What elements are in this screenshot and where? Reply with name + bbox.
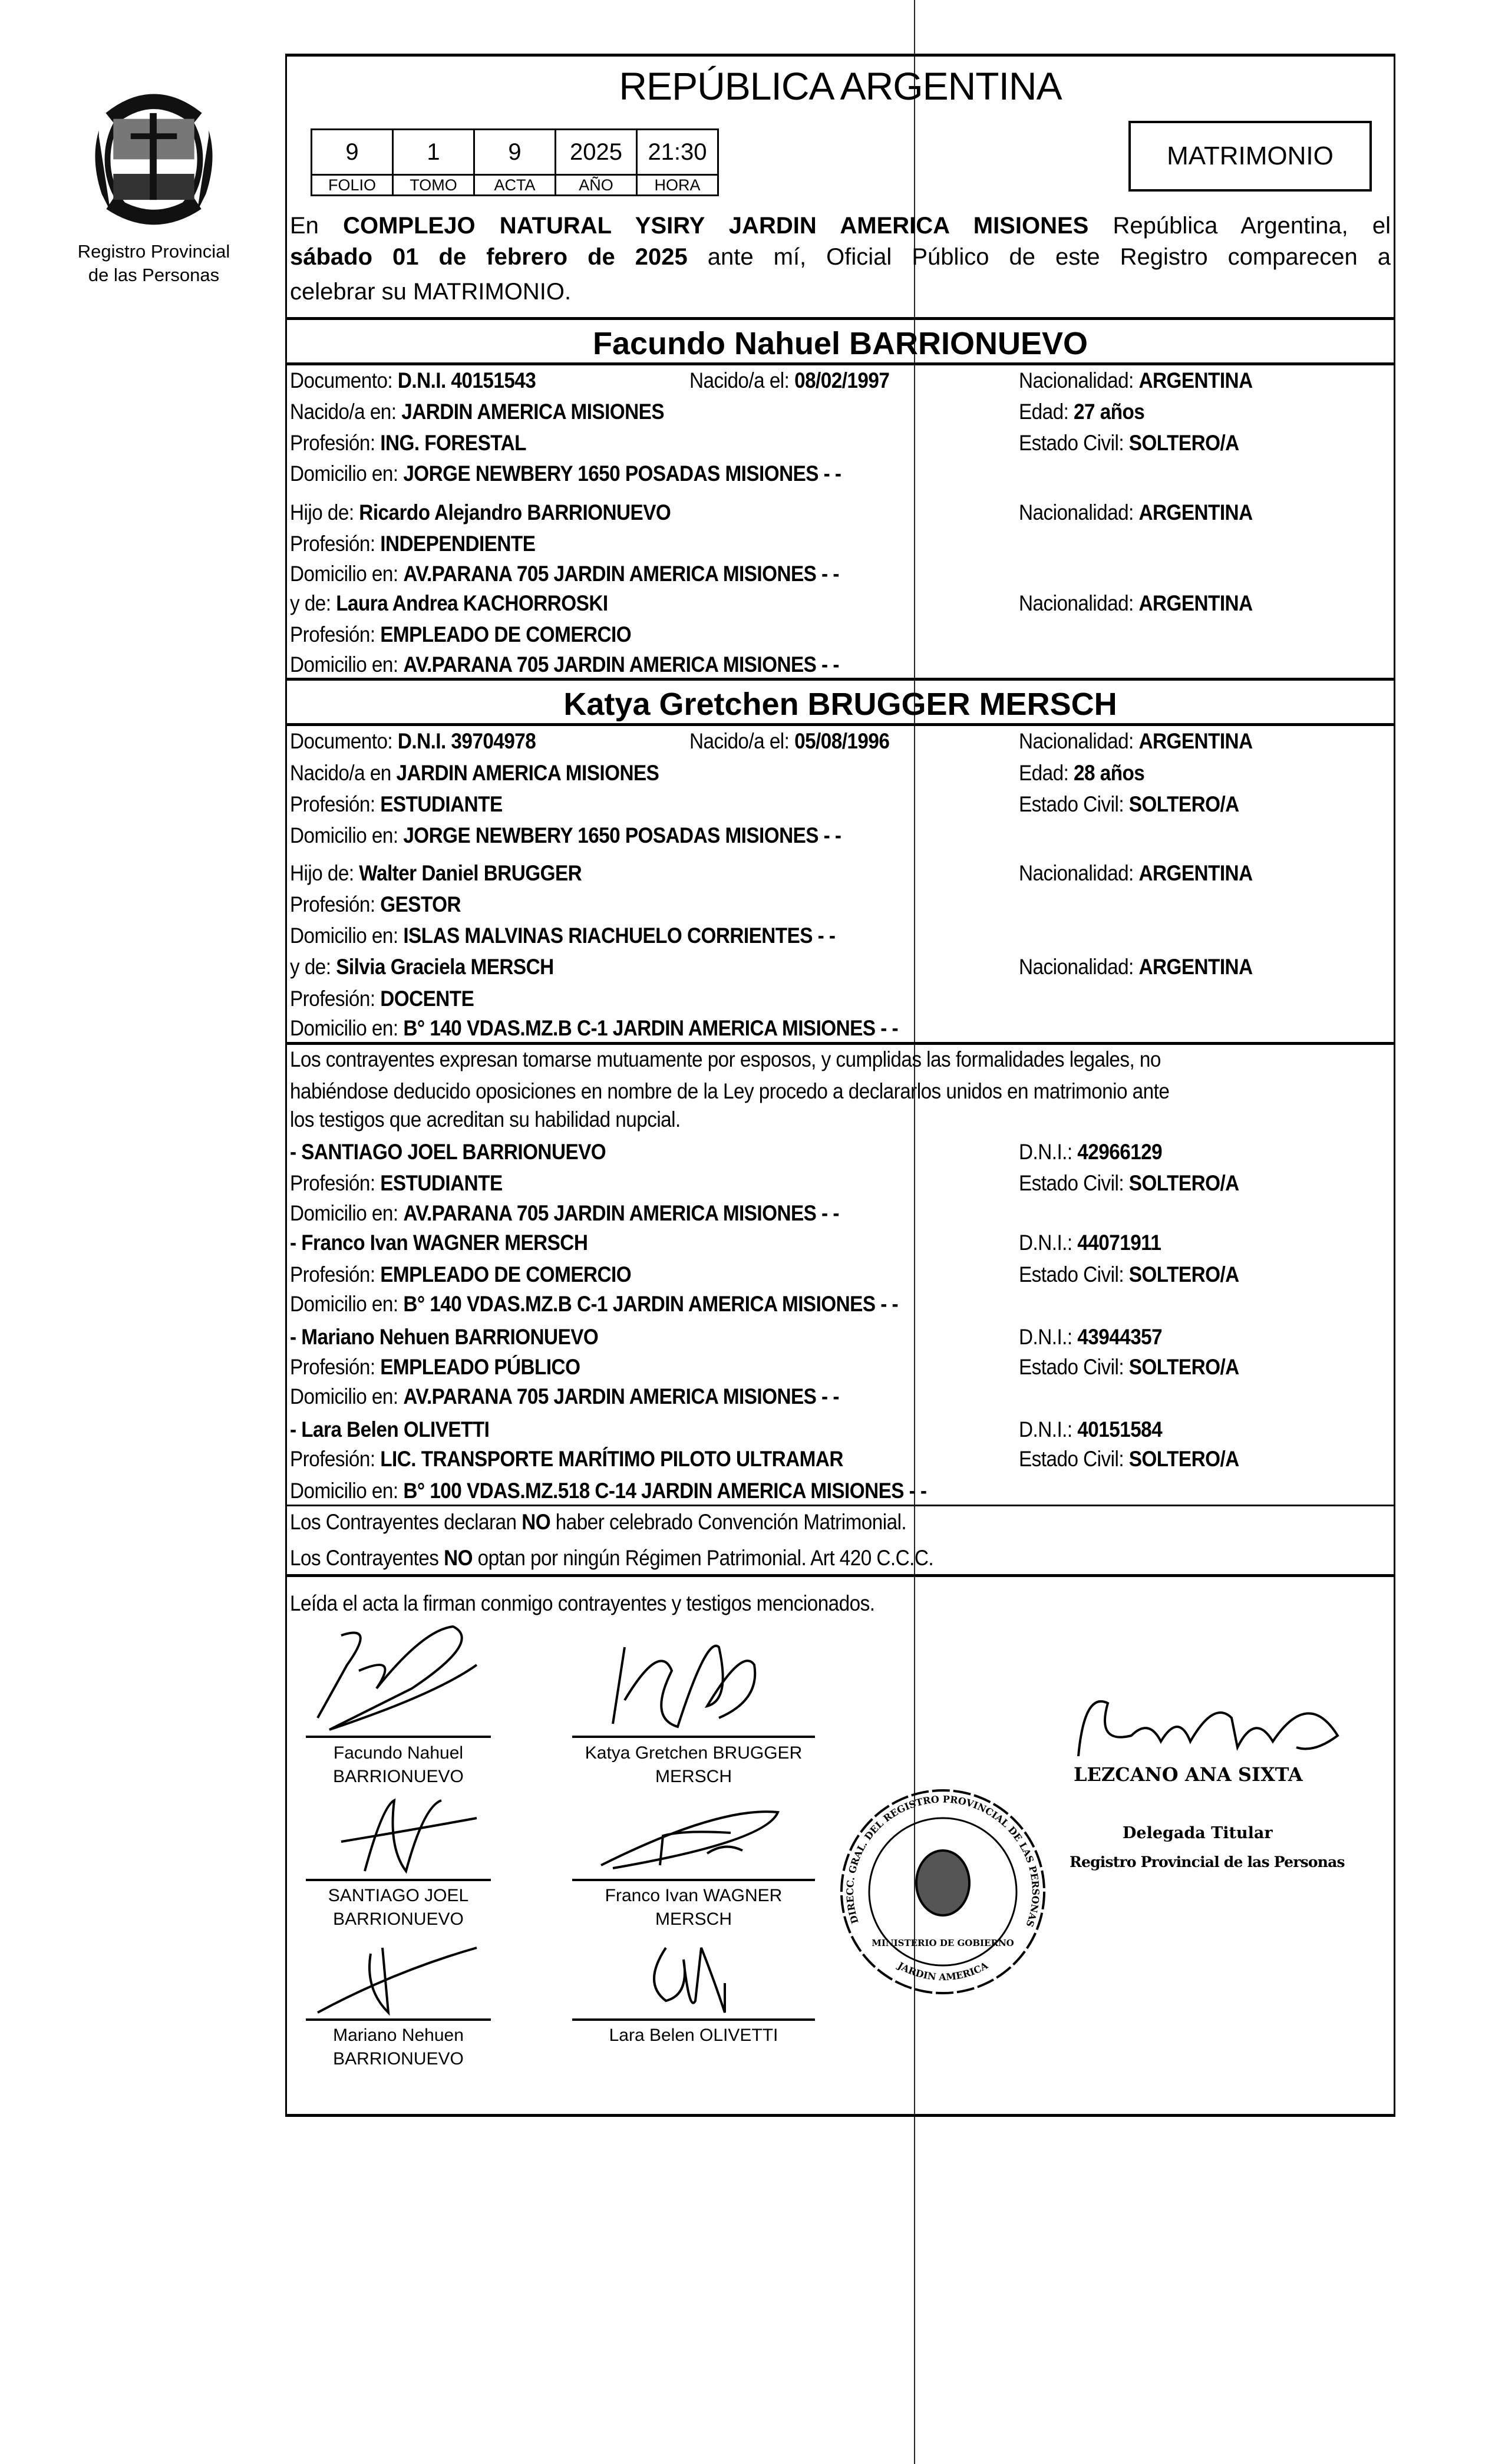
spouse-2-document: Documento: D.N.I. 39704978: [290, 729, 536, 753]
witness-name: - SANTIAGO JOEL BARRIONUEVO: [290, 1140, 606, 1164]
logo-caption-line-1: Registro Provincial: [77, 241, 230, 262]
witness-address: Domicilio en: B° 140 VDAS.MZ.B C-1 JARDIN AMERICA MISIONES - -: [290, 1292, 899, 1316]
witness-2-signature-icon: [589, 1795, 801, 1877]
tomo-label: TOMO: [393, 175, 474, 196]
spouse-1-age: Edad: 27 años: [1019, 400, 1145, 424]
intro-line-1: [290, 211, 1391, 240]
spouse-2-birthplace: Nacido/a en JARDIN AMERICA MISIONES: [290, 761, 659, 785]
page-title: REPÚBLICA ARGENTINA: [619, 64, 1062, 108]
ceremony-date: sábado 01 de febrero de 2025: [290, 244, 688, 270]
declaration-line-2: habiéndose deducido oposiciones en nombre de la Ley procedo a declararlos unidos en matrimonio ante: [290, 1079, 1170, 1103]
acta-label: ACTA: [474, 175, 556, 196]
signature-line: [306, 1879, 491, 1881]
spouse-2-father: Hijo de: Walter Daniel BRUGGER: [290, 861, 582, 885]
spouse-2-nationality: Nacionalidad: ARGENTINA: [1019, 729, 1253, 753]
spouse-1-father-profession: Profesión: INDEPENDIENTE: [290, 532, 536, 556]
official-signature-icon: [1061, 1685, 1355, 1759]
declaration-line-3: los testigos que acreditan su habilidad nupcial.: [290, 1107, 681, 1132]
groom-signature-icon: [306, 1624, 491, 1733]
signature-line: [306, 1736, 491, 1738]
spouse-2-father-address: Domicilio en: ISLAS MALVINAS RIACHUELO CORRIENTES - -: [290, 923, 836, 948]
witness-1-signature-icon: [306, 1795, 491, 1877]
hora-value: 21:30: [637, 130, 718, 175]
spouse-1-father-address: Domicilio en: AV.PARANA 705 JARDIN AMERICA MISIONES - -: [290, 562, 839, 586]
stamp-outer-text: DIRECC. GRAL. DEL REGISTRO PROVINCIAL DE LAS PERSONAS: [844, 1793, 1042, 1929]
intro-line-3: celebrar su MATRIMONIO.: [290, 279, 572, 305]
witness-profession: Profesión: LIC. TRANSPORTE MARÍTIMO PILOTO ULTRAMAR: [290, 1447, 843, 1471]
stamp-inner-text: MINISTERIO DE GOBIERNO: [872, 1938, 1014, 1948]
bride-signature-icon: [601, 1624, 790, 1733]
divider: [285, 1505, 1395, 1506]
spouse-1-mother-profession: Profesión: EMPLEADO DE COMERCIO: [290, 622, 632, 646]
spouse-2-mother-profession: Profesión: DOCENTE: [290, 987, 474, 1011]
record-table: [311, 128, 719, 196]
spouse-2-profession: Profesión: ESTUDIANTE: [290, 792, 503, 816]
spouse-2-mother-nationality: Nacionalidad: ARGENTINA: [1019, 955, 1253, 979]
closing-statement: Leída el acta la firman conmigo contrayentes y testigos mencionados.: [290, 1591, 875, 1615]
witness-civil-status: Estado Civil: SOLTERO/A: [1019, 1447, 1239, 1471]
witness-address: Domicilio en: AV.PARANA 705 JARDIN AMERICA MISIONES - -: [290, 1201, 839, 1225]
witness-profession: Profesión: EMPLEADO DE COMERCIO: [290, 1262, 632, 1287]
spouse-2-age: Edad: 28 años: [1019, 761, 1145, 785]
witness-civil-status: Estado Civil: SOLTERO/A: [1019, 1262, 1239, 1287]
witness-3-signature-icon: [306, 1936, 491, 2017]
regime-line-2: Los Contrayentes NO optan por ningún Régimen Patrimonial. Art 420 C.C.C.: [290, 1546, 934, 1570]
signature-line: [572, 1879, 815, 1881]
signature-name-witness-1: SANTIAGO JOEL BARRIONUEVO: [328, 1886, 469, 1929]
intro-text: En: [290, 213, 344, 239]
witness-name: - Franco Ivan WAGNER MERSCH: [290, 1231, 588, 1255]
signature-name-groom: Facundo Nahuel BARRIONUEVO: [333, 1743, 464, 1786]
act-type-box: MATRIMONIO: [1128, 121, 1372, 192]
province-coat-of-arms-logo: [86, 78, 222, 235]
witness-profession: Profesión: ESTUDIANTE: [290, 1171, 503, 1195]
witness-name: - Mariano Nehuen BARRIONUEVO: [290, 1325, 599, 1349]
witness-profession: Profesión: EMPLEADO PÚBLICO: [290, 1355, 580, 1379]
divider: [285, 317, 1395, 320]
official-name: LEZCANO ANA SIXTA: [1074, 1763, 1303, 1786]
intro-text: República Argentina, el: [1088, 213, 1391, 239]
spouse-2-birthdate: Nacido/a el: 05/08/1996: [689, 729, 890, 753]
folio-value: 9: [312, 130, 393, 175]
signature-line: [572, 2018, 815, 2021]
acta-value: 9: [474, 130, 556, 175]
signature-line: [306, 2018, 491, 2021]
witness-address: Domicilio en: AV.PARANA 705 JARDIN AMERICA MISIONES - -: [290, 1384, 839, 1409]
declaration-line-1: Los contrayentes expresan tomarse mutuamente por esposos, y cumplidas las formalidades legales, no: [290, 1047, 1161, 1071]
intro-line-2: [290, 242, 1391, 272]
witness-dni: D.N.I.: 44071911: [1019, 1231, 1161, 1255]
witness-4-signature-icon: [636, 1936, 754, 2017]
official-seal-stamp-icon: [837, 1786, 1049, 1998]
intro-text: ante mí, Oficial Público de este Registro comparecen a: [687, 244, 1391, 270]
spouse-2-address: Domicilio en: JORGE NEWBERY 1650 POSADAS MISIONES - -: [290, 823, 841, 847]
anio-label: AÑO: [556, 175, 637, 196]
witness-dni: D.N.I.: 40151584: [1019, 1417, 1163, 1442]
spouse-1-mother-nationality: Nacionalidad: ARGENTINA: [1019, 591, 1253, 615]
spouse-1-birthplace: Nacido/a en: JARDIN AMERICA MISIONES: [290, 400, 665, 424]
spouse-1-nationality: Nacionalidad: ARGENTINA: [1019, 368, 1253, 392]
signature-name-witness-4: Lara Belen OLIVETTI: [609, 2026, 778, 2045]
spouse-2-name: Katya Gretchen BRUGGER MERSCH: [563, 687, 1117, 722]
divider: [285, 1042, 1395, 1045]
spouse-1-father: Hijo de: Ricardo Alejandro BARRIONUEVO: [290, 500, 671, 525]
stamp-bottom-text: JARDIN AMERICA: [896, 1960, 990, 1983]
spouse-2-father-profession: Profesión: GESTOR: [290, 892, 461, 916]
official-office: Registro Provincial de las Personas: [1070, 1853, 1345, 1871]
spouse-1-mother: y de: Laura Andrea KACHORROSKI: [290, 591, 608, 615]
spouse-2-father-nationality: Nacionalidad: ARGENTINA: [1019, 861, 1253, 885]
anio-value: 2025: [556, 130, 637, 175]
witness-name: - Lara Belen OLIVETTI: [290, 1417, 490, 1442]
ceremony-place: COMPLEJO NATURAL YSIRY JARDIN AMERICA MISIONES: [343, 213, 1089, 239]
spouse-1-mother-address: Domicilio en: AV.PARANA 705 JARDIN AMERICA MISIONES - -: [290, 652, 839, 677]
folio-label: FOLIO: [312, 175, 393, 196]
witness-civil-status: Estado Civil: SOLTERO/A: [1019, 1355, 1239, 1379]
spouse-1-address: Domicilio en: JORGE NEWBERY 1650 POSADAS MISIONES - -: [290, 461, 841, 486]
divider: [285, 2114, 1395, 2117]
spouse-2-mother: y de: Silvia Graciela MERSCH: [290, 955, 554, 979]
signature-name-witness-2: Franco Ivan WAGNER MERSCH: [605, 1886, 783, 1929]
divider: [285, 678, 1395, 681]
logo-caption-line-2: de las Personas: [88, 265, 220, 285]
divider: [285, 54, 1395, 57]
hora-label: HORA: [637, 175, 718, 196]
tomo-value: 1: [393, 130, 474, 175]
official-role: Delegada Titular: [1123, 1824, 1273, 1842]
signature-name-witness-3: Mariano Nehuen BARRIONUEVO: [333, 2026, 464, 2069]
divider: [285, 1574, 1395, 1577]
witness-dni: D.N.I.: 42966129: [1019, 1140, 1163, 1164]
spouse-1-profession: Profesión: ING. FORESTAL: [290, 431, 526, 455]
signature-name-bride: Katya Gretchen BRUGGER MERSCH: [585, 1743, 803, 1786]
signature-line: [572, 1736, 815, 1738]
regime-line-1: Los Contrayentes declaran NO haber celebrado Convención Matrimonial.: [290, 1510, 907, 1534]
spouse-1-document: Documento: D.N.I. 40151543: [290, 368, 536, 392]
spouse-2-civil-status: Estado Civil: SOLTERO/A: [1019, 792, 1239, 816]
spouse-1-father-nationality: Nacionalidad: ARGENTINA: [1019, 500, 1253, 525]
spouse-2-mother-address: Domicilio en: B° 140 VDAS.MZ.B C-1 JARDIN AMERICA MISIONES - -: [290, 1016, 899, 1040]
witness-dni: D.N.I.: 43944357: [1019, 1325, 1163, 1349]
spouse-1-civil-status: Estado Civil: SOLTERO/A: [1019, 431, 1239, 455]
spouse-1-birthdate: Nacido/a el: 08/02/1997: [689, 368, 890, 392]
spouse-1-name: Facundo Nahuel BARRIONUEVO: [592, 326, 1088, 361]
witness-civil-status: Estado Civil: SOLTERO/A: [1019, 1171, 1239, 1195]
witness-address: Domicilio en: B° 100 VDAS.MZ.518 C-14 JARDIN AMERICA MISIONES - -: [290, 1479, 927, 1503]
